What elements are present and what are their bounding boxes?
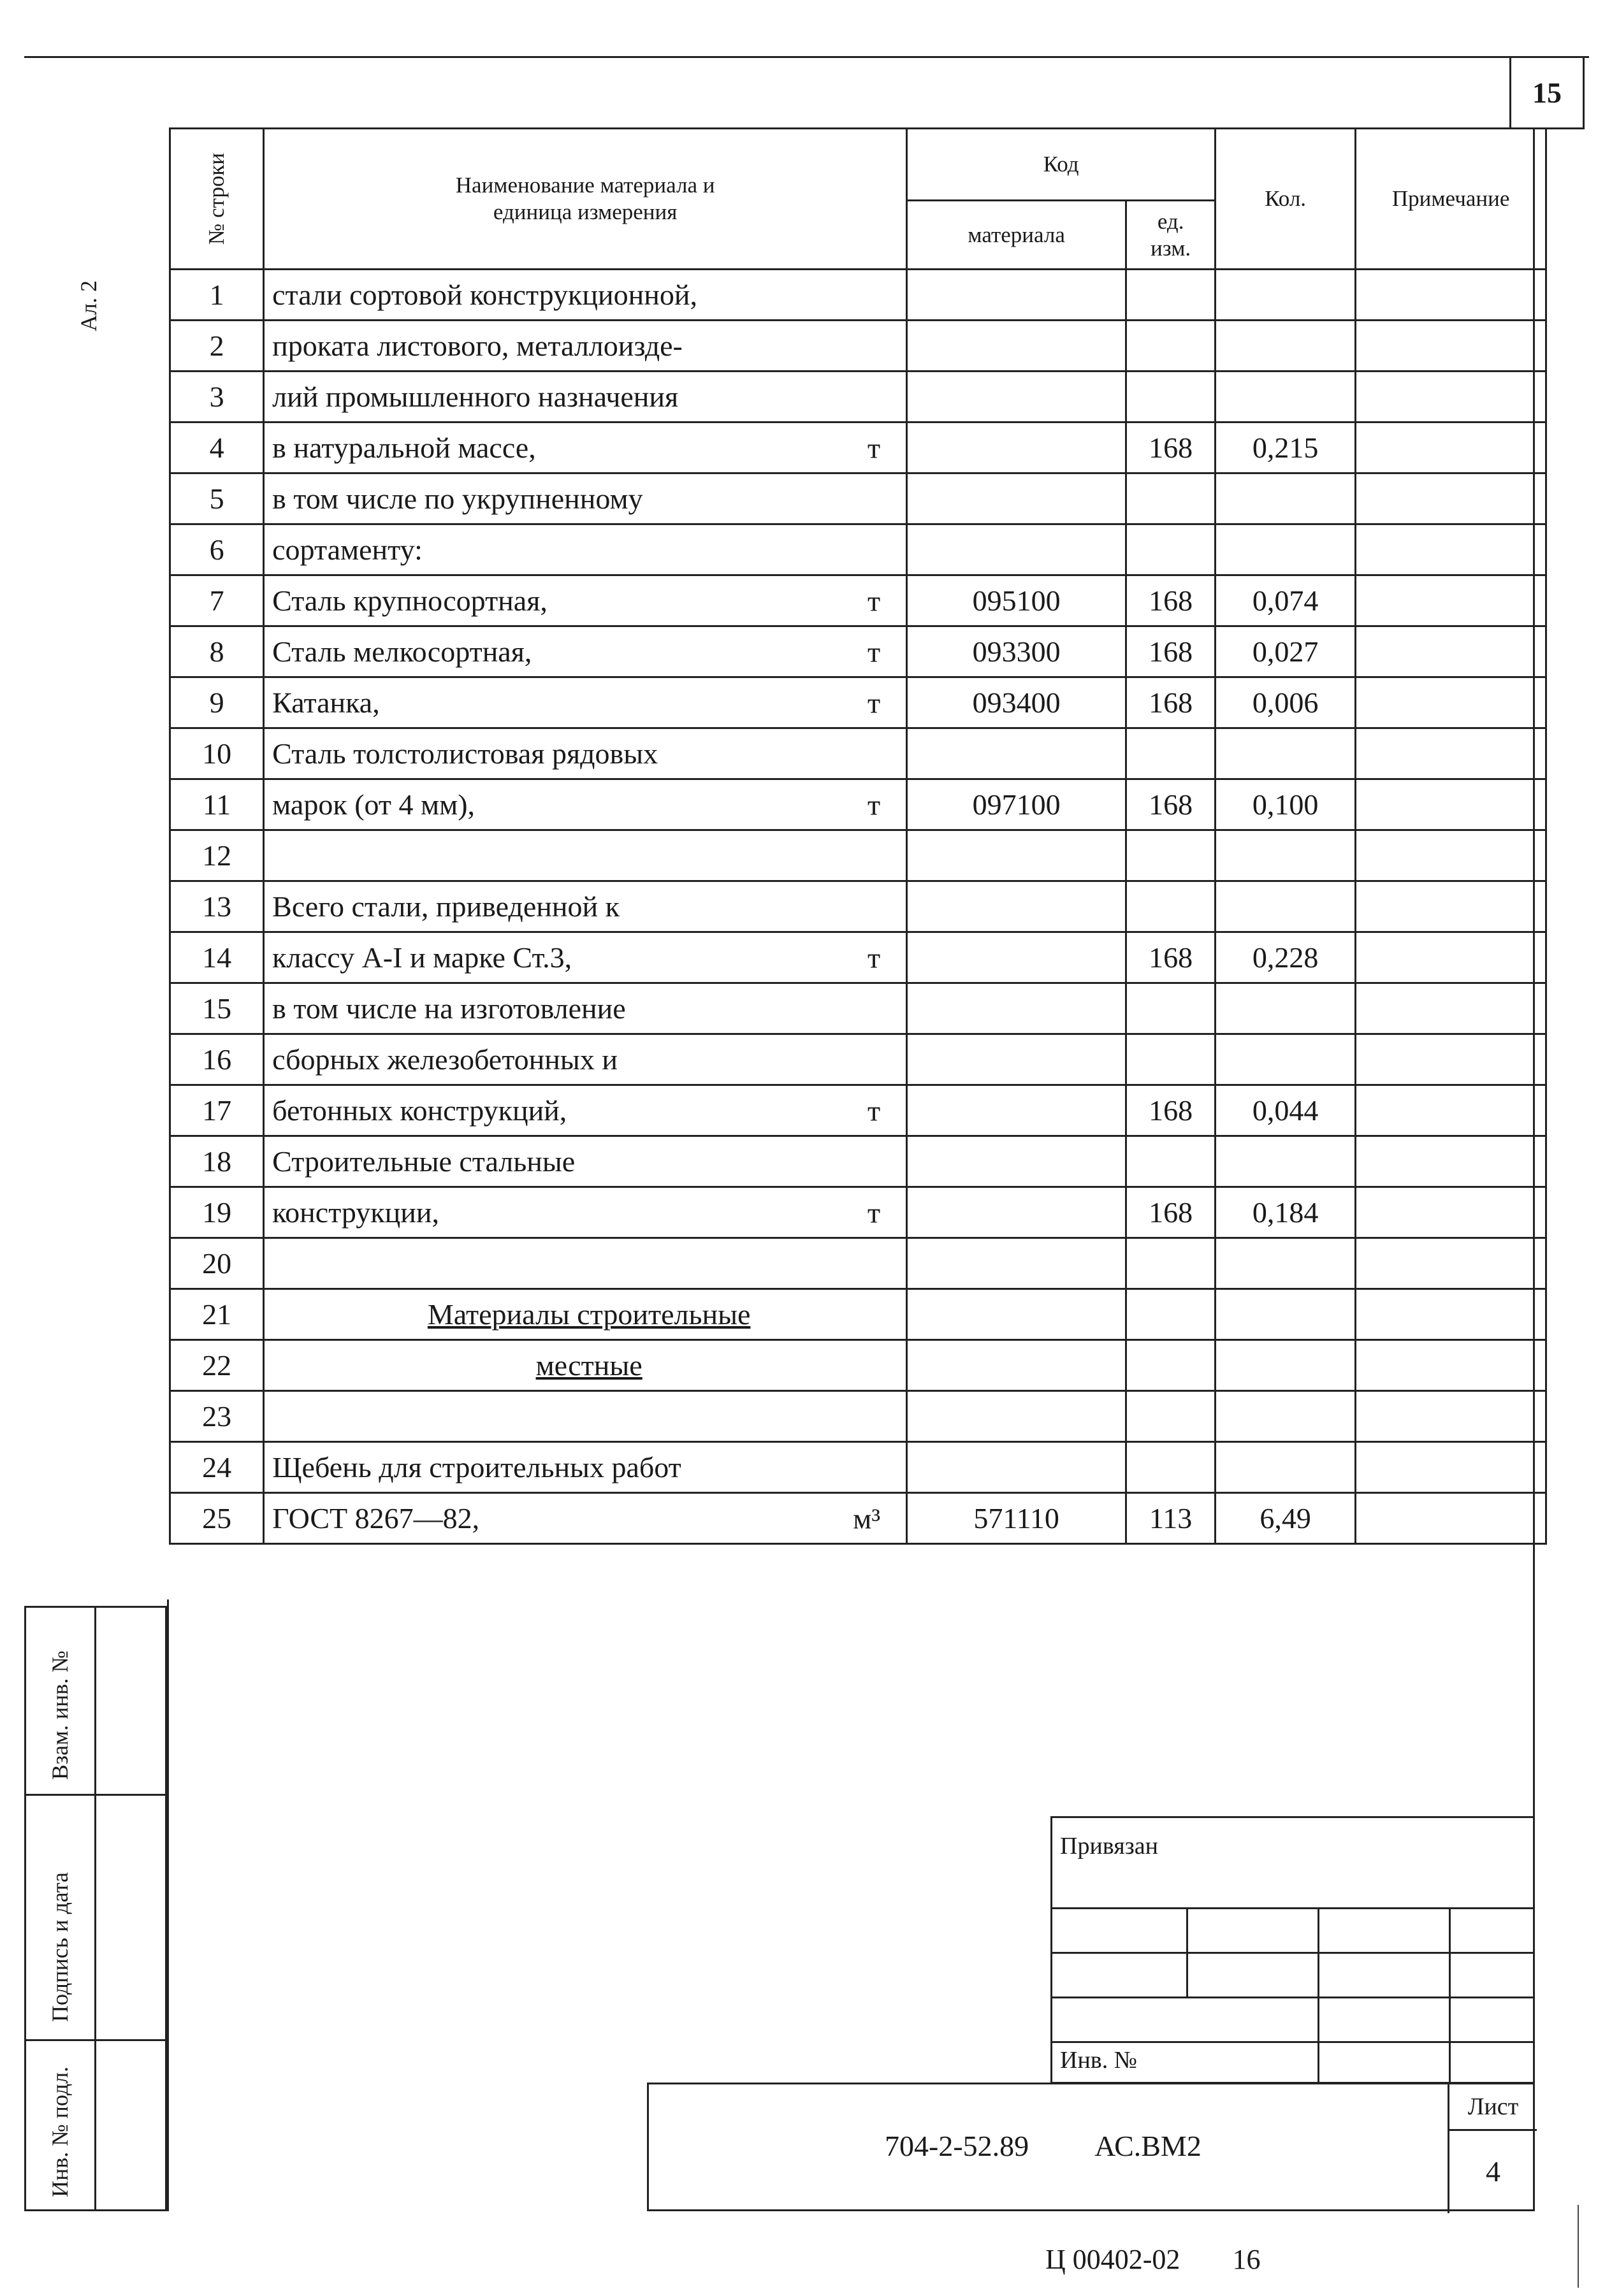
row-number: 9 — [170, 677, 264, 728]
note — [1356, 372, 1546, 422]
quantity: 0,184 — [1216, 1187, 1356, 1238]
material-name — [264, 1085, 907, 1136]
row-number: 16 — [170, 1034, 264, 1085]
footer-code-text: Ц 00402-02 — [1045, 2244, 1180, 2275]
unit-code — [1126, 473, 1216, 524]
quantity — [1216, 1442, 1356, 1493]
unit-code — [1126, 321, 1216, 372]
quantity — [1216, 270, 1356, 321]
table-row — [170, 524, 1546, 575]
unit-code: 168 — [1126, 1085, 1216, 1136]
table-row — [170, 881, 1546, 932]
header-qty: Кол. — [1216, 129, 1356, 270]
unit-symbol: м³ — [853, 1502, 881, 1534]
material-name-text: Сталь мелкосортная, — [272, 635, 532, 668]
unit-code: 168 — [1126, 575, 1216, 626]
material-code: 571110 — [907, 1493, 1126, 1544]
material-name — [264, 779, 907, 830]
row-number: 19 — [170, 1187, 264, 1238]
header-code: Код — [907, 129, 1216, 201]
note — [1356, 473, 1546, 524]
table-row — [170, 983, 1546, 1034]
note — [1356, 626, 1546, 677]
table-row — [170, 321, 1546, 372]
material-name — [264, 932, 907, 983]
unit-code: 113 — [1126, 1493, 1216, 1544]
material-code: 093400 — [907, 677, 1126, 728]
row-number: 12 — [170, 830, 264, 881]
unit-symbol: т — [868, 431, 881, 464]
header-code-unit: ед. изм. — [1126, 201, 1216, 270]
note — [1356, 1493, 1546, 1544]
inv-no-label: Инв. № — [1060, 2047, 1137, 2074]
material-code — [907, 1085, 1126, 1136]
privyazan-vline — [1449, 1907, 1451, 2084]
privyazan-vline — [1186, 1907, 1188, 1996]
unit-symbol: т — [868, 1094, 881, 1127]
note — [1356, 422, 1546, 473]
material-code — [907, 881, 1126, 932]
material-code — [907, 728, 1126, 779]
material-name-text: в натуральной массе, — [272, 431, 536, 464]
material-name-text: Сталь крупносортная, — [272, 584, 548, 617]
note — [1356, 321, 1546, 372]
unit-symbol: т — [868, 635, 881, 668]
unit-symbol: т — [868, 686, 881, 719]
material-name — [264, 983, 907, 1034]
doc-code: АС.ВМ2 — [1094, 2130, 1202, 2162]
quantity: 0,074 — [1216, 575, 1356, 626]
note — [1356, 1034, 1546, 1085]
privyazan-line — [1052, 1952, 1533, 1954]
unit-code — [1126, 270, 1216, 321]
unit-code: 168 — [1126, 779, 1216, 830]
material-name — [264, 1136, 907, 1187]
material-name-text: Катанка, — [272, 686, 380, 719]
material-name — [264, 881, 907, 932]
row-number: 3 — [170, 372, 264, 422]
row-number: 1 — [170, 270, 264, 321]
unit-code — [1126, 1340, 1216, 1391]
quantity — [1216, 473, 1356, 524]
header-name: Наименование материала и единица измерения — [264, 129, 907, 270]
unit-code: 168 — [1126, 422, 1216, 473]
unit-code — [1126, 1391, 1216, 1442]
table-row — [170, 1238, 1546, 1289]
edge-tick — [1578, 2205, 1579, 2288]
material-code — [907, 422, 1126, 473]
quantity: 0,044 — [1216, 1085, 1356, 1136]
unit-code — [1126, 1034, 1216, 1085]
unit-symbol: т — [868, 788, 881, 821]
table-row — [170, 1136, 1546, 1187]
quantity — [1216, 1289, 1356, 1340]
material-code: 095100 — [907, 575, 1126, 626]
material-name — [264, 1289, 907, 1340]
material-code — [907, 932, 1126, 983]
quantity — [1216, 830, 1356, 881]
table-row — [170, 1391, 1546, 1442]
privyazan-line — [1052, 1996, 1533, 1998]
row-number: 11 — [170, 779, 264, 830]
material-name-text: проката листового, металлоизде- — [272, 329, 683, 362]
unit-code — [1126, 1442, 1216, 1493]
top-rule — [24, 56, 1589, 58]
title-block — [647, 2083, 1535, 2211]
quantity — [1216, 881, 1356, 932]
row-number: 15 — [170, 983, 264, 1034]
material-code — [907, 1340, 1126, 1391]
quantity — [1216, 524, 1356, 575]
table-row — [170, 473, 1546, 524]
note — [1356, 1289, 1546, 1340]
material-name-text: лий промышленного назначения — [272, 380, 679, 413]
note — [1356, 270, 1546, 321]
row-number: 14 — [170, 932, 264, 983]
sheet-box — [1448, 2084, 1537, 2213]
note — [1356, 677, 1546, 728]
row-number: 25 — [170, 1493, 264, 1544]
table-row — [170, 779, 1546, 830]
privyazan-label: Привязан — [1060, 1833, 1158, 1859]
material-name — [264, 830, 907, 881]
quantity — [1216, 1238, 1356, 1289]
quantity: 6,49 — [1216, 1493, 1356, 1544]
note — [1356, 983, 1546, 1034]
podpis-data-label: Подпись и дата — [47, 1872, 73, 2022]
material-name — [264, 575, 907, 626]
material-code: 097100 — [907, 779, 1126, 830]
row-number: 5 — [170, 473, 264, 524]
header-code-material: материала — [907, 201, 1126, 270]
quantity: 0,027 — [1216, 626, 1356, 677]
material-code — [907, 524, 1126, 575]
quantity — [1216, 983, 1356, 1034]
material-code — [907, 1391, 1126, 1442]
table-body — [170, 270, 1546, 1544]
row-number: 13 — [170, 881, 264, 932]
material-name-text: классу А-I и марке Ст.3, — [272, 941, 572, 974]
quantity — [1216, 1340, 1356, 1391]
row-number: 7 — [170, 575, 264, 626]
material-name — [264, 1391, 907, 1442]
material-name — [264, 677, 907, 728]
table-row — [170, 1493, 1546, 1544]
unit-code: 168 — [1126, 626, 1216, 677]
privyazan-line — [1052, 1907, 1533, 1909]
vzam-inv-label: Взам. инв. № — [47, 1650, 73, 1780]
table-row — [170, 1289, 1546, 1340]
page-number: 15 — [1509, 57, 1585, 129]
material-name-text: стали сортовой конструкционной, — [272, 278, 697, 311]
row-number: 18 — [170, 1136, 264, 1187]
header-note: Примечание — [1356, 129, 1546, 270]
quantity — [1216, 1136, 1356, 1187]
unit-code — [1126, 881, 1216, 932]
material-name — [264, 1238, 907, 1289]
row-number: 17 — [170, 1085, 264, 1136]
table-row — [170, 830, 1546, 881]
unit-code: 168 — [1126, 677, 1216, 728]
left-stamp-divider — [26, 2039, 169, 2041]
table-row — [170, 932, 1546, 983]
row-number: 23 — [170, 1391, 264, 1442]
row-number: 6 — [170, 524, 264, 575]
table-row — [170, 1034, 1546, 1085]
material-name — [264, 1442, 907, 1493]
unit-symbol: т — [868, 584, 881, 617]
table-row — [170, 1340, 1546, 1391]
material-name — [264, 728, 907, 779]
unit-code — [1126, 983, 1216, 1034]
sheet-value: 4 — [1486, 2155, 1500, 2188]
privyazan-vline — [1318, 1907, 1319, 2084]
material-name-text: сборных железобетонных и — [272, 1043, 618, 1076]
header-row-no-label: № строки — [204, 152, 229, 245]
unit-code — [1126, 1238, 1216, 1289]
note — [1356, 1238, 1546, 1289]
note — [1356, 830, 1546, 881]
unit-code — [1126, 372, 1216, 422]
left-stamp — [24, 1606, 167, 2211]
quantity — [1216, 1391, 1356, 1442]
material-name — [264, 1034, 907, 1085]
unit-code: 168 — [1126, 932, 1216, 983]
row-number: 21 — [170, 1289, 264, 1340]
material-name-text: Материалы строительные — [427, 1298, 751, 1331]
material-name — [264, 372, 907, 422]
material-code — [907, 321, 1126, 372]
quantity: 0,006 — [1216, 677, 1356, 728]
material-name — [264, 626, 907, 677]
frame-left-border — [167, 1599, 169, 2211]
material-code — [907, 1136, 1126, 1187]
material-name — [264, 473, 907, 524]
note — [1356, 881, 1546, 932]
quantity — [1216, 321, 1356, 372]
note — [1356, 1442, 1546, 1493]
material-code — [907, 830, 1126, 881]
material-code — [907, 1034, 1126, 1085]
footer-num: 16 — [1232, 2244, 1261, 2275]
unit-symbol: т — [868, 1196, 881, 1229]
sheet-label: Лист — [1449, 2084, 1537, 2131]
material-name-text: местные — [535, 1349, 643, 1382]
material-code — [907, 1187, 1126, 1238]
quantity — [1216, 728, 1356, 779]
note — [1356, 779, 1546, 830]
unit-code — [1126, 830, 1216, 881]
unit-code — [1126, 1136, 1216, 1187]
note — [1356, 1187, 1546, 1238]
material-code: 093300 — [907, 626, 1126, 677]
row-number: 2 — [170, 321, 264, 372]
unit-code: 168 — [1126, 1187, 1216, 1238]
material-code — [907, 473, 1126, 524]
privyazan-block — [1050, 1816, 1535, 2084]
material-name-text: в том числе на изготовление — [272, 992, 626, 1025]
note — [1356, 932, 1546, 983]
material-name-text: Строительные стальные — [272, 1145, 576, 1178]
material-name-text: марок (от 4 мм), — [272, 788, 476, 821]
left-stamp-divider — [26, 1794, 169, 1796]
privyazan-line — [1052, 2041, 1533, 2043]
material-name-text: ГОСТ 8267—82, — [272, 1502, 480, 1534]
note — [1356, 1340, 1546, 1391]
document-designation — [885, 2129, 1202, 2163]
material-name-text: Сталь толстолистовая рядовых — [272, 737, 658, 770]
row-number: 20 — [170, 1238, 264, 1289]
note — [1356, 1136, 1546, 1187]
material-code — [907, 983, 1126, 1034]
note — [1356, 1391, 1546, 1442]
material-name-text: в том числе по укрупненному — [272, 482, 643, 515]
table-row — [170, 677, 1546, 728]
material-name — [264, 524, 907, 575]
material-code — [907, 372, 1126, 422]
table-row — [170, 372, 1546, 422]
quantity: 0,228 — [1216, 932, 1356, 983]
material-name — [264, 270, 907, 321]
quantity: 0,215 — [1216, 422, 1356, 473]
table-header-row — [170, 129, 1546, 201]
row-number: 4 — [170, 422, 264, 473]
row-number: 24 — [170, 1442, 264, 1493]
materials-table — [169, 127, 1547, 1545]
material-name — [264, 321, 907, 372]
row-number: 10 — [170, 728, 264, 779]
table-row — [170, 422, 1546, 473]
unit-code — [1126, 524, 1216, 575]
footer-code — [1045, 2243, 1260, 2276]
row-number: 22 — [170, 1340, 264, 1391]
unit-code — [1126, 728, 1216, 779]
row-number: 8 — [170, 626, 264, 677]
quantity: 0,100 — [1216, 779, 1356, 830]
material-name-text: сортаменту: — [272, 533, 423, 566]
unit-code — [1126, 1289, 1216, 1340]
material-name-text: бетонных конструкций, — [272, 1094, 567, 1127]
material-name-text: Всего стали, приведенной к — [272, 890, 620, 923]
quantity — [1216, 1034, 1356, 1085]
material-name — [264, 1187, 907, 1238]
side-label: Ал. 2 — [76, 280, 101, 331]
table-row — [170, 626, 1546, 677]
material-name-text: Щебень для строительных работ — [272, 1451, 681, 1484]
material-code — [907, 1289, 1126, 1340]
note — [1356, 728, 1546, 779]
table-row — [170, 1187, 1546, 1238]
note — [1356, 575, 1546, 626]
material-name — [264, 1493, 907, 1544]
material-name-text: конструкции, — [272, 1196, 439, 1229]
material-code — [907, 1238, 1126, 1289]
material-code — [907, 270, 1126, 321]
note — [1356, 524, 1546, 575]
material-name — [264, 422, 907, 473]
material-name — [264, 1340, 907, 1391]
inv-podl-label: Инв. № подл. — [47, 2066, 73, 2197]
unit-symbol: т — [868, 941, 881, 974]
doc-number: 704-2-52.89 — [885, 2130, 1029, 2162]
table-row — [170, 1085, 1546, 1136]
quantity — [1216, 372, 1356, 422]
table-row — [170, 728, 1546, 779]
table-row — [170, 1442, 1546, 1493]
note — [1356, 1085, 1546, 1136]
material-code — [907, 1442, 1126, 1493]
table-row — [170, 270, 1546, 321]
header-row-no — [170, 129, 264, 270]
table-row — [170, 575, 1546, 626]
